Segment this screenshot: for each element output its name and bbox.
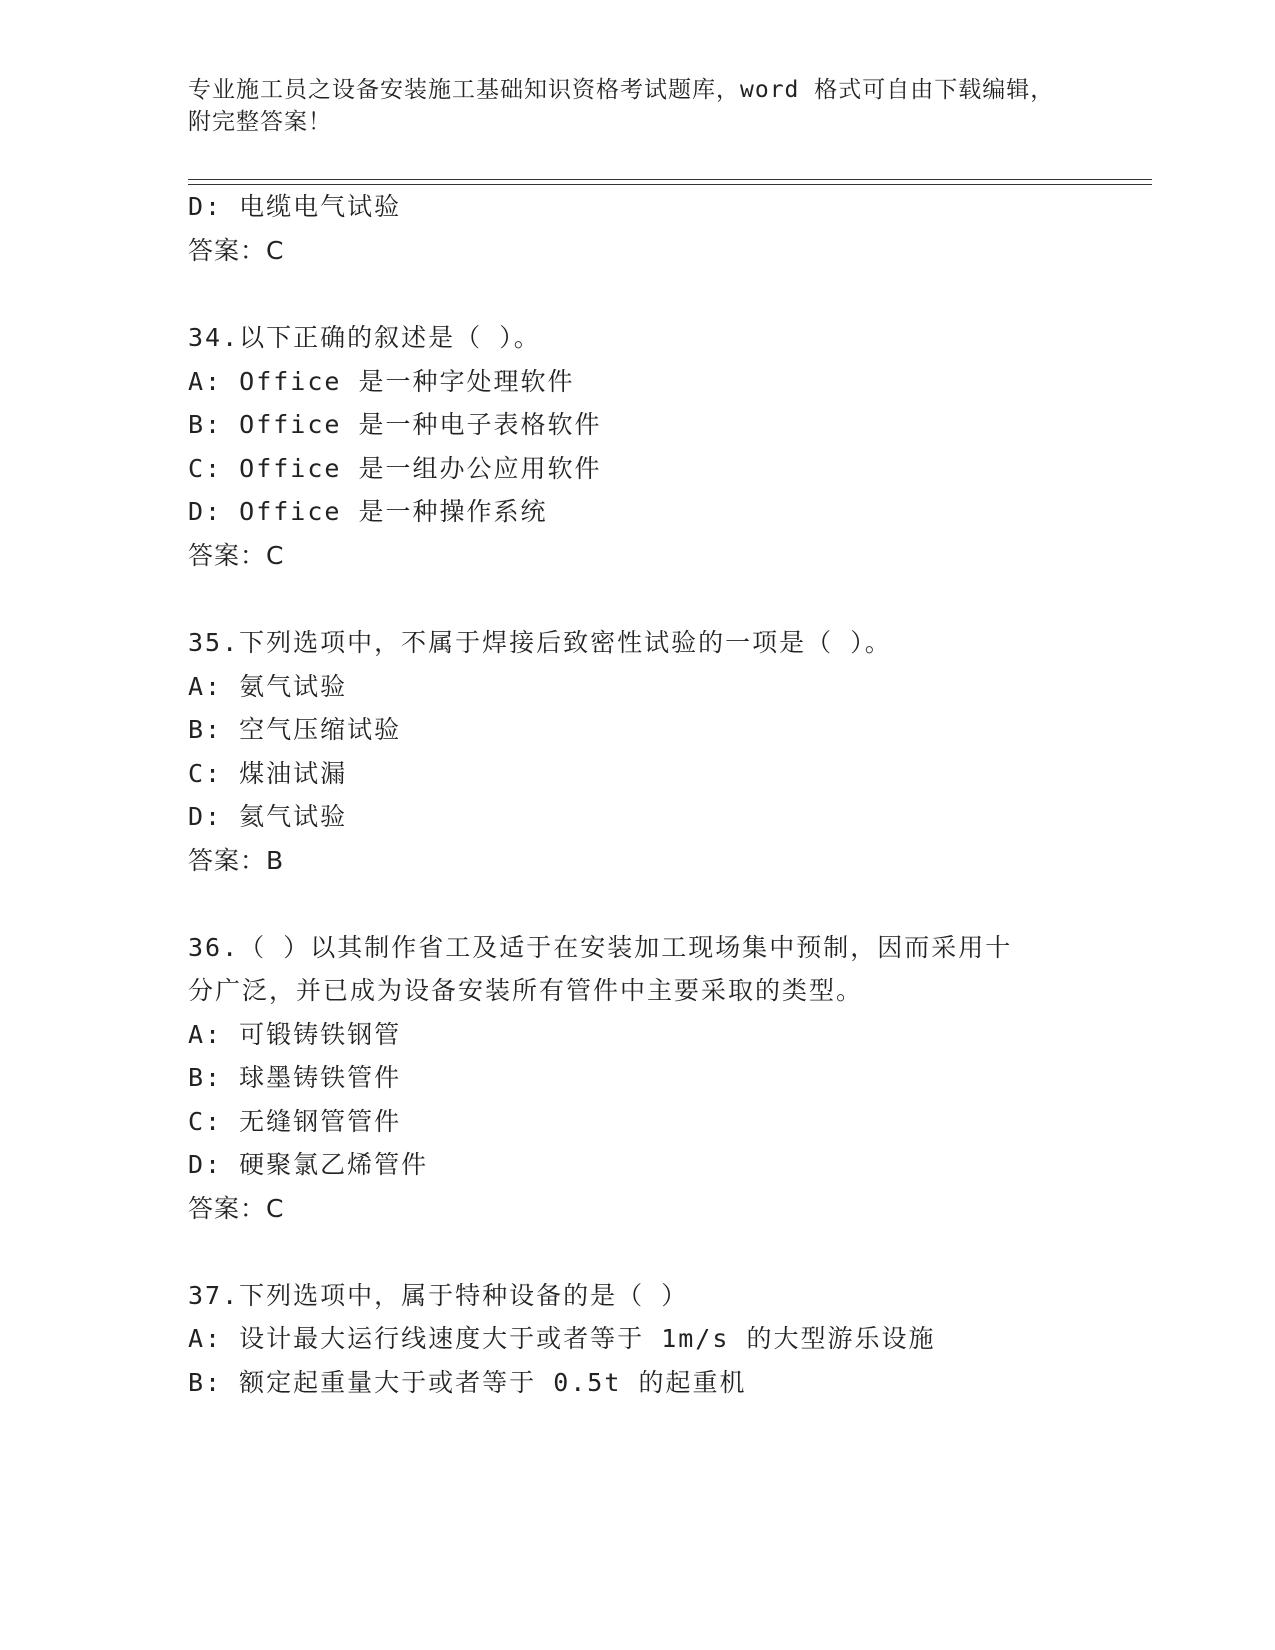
q35-option-b: B: 空气压缩试验 (188, 715, 402, 744)
q36-stem-line-2: 分广泛，并已成为设备安装所有管件中主要采取的类型。 (188, 976, 864, 1005)
q36-option-c: C: 无缝钢管管件 (188, 1107, 402, 1136)
q36-answer: 答案：C (188, 1194, 285, 1223)
q34-option-c: C: Office 是一组办公应用软件 (188, 454, 602, 483)
q37-stem: 37.下列选项中，属于特种设备的是（ ） (188, 1281, 689, 1310)
q35-stem: 35.下列选项中，不属于焊接后致密性试验的一项是（ ）。 (188, 628, 892, 657)
q35-answer: 答案：B (188, 846, 285, 875)
header-rule-top (188, 179, 1152, 180)
prev-option-d: D: 电缆电气试验 (188, 192, 402, 221)
q34-option-a: A: Office 是一种字处理软件 (188, 367, 575, 396)
q35-option-d: D: 氦气试验 (188, 802, 348, 831)
q34-option-b: B: Office 是一种电子表格软件 (188, 410, 602, 439)
q35-option-c: C: 煤油试漏 (188, 759, 348, 788)
q37-option-a: A: 设计最大运行线速度大于或者等于 1m/s 的大型游乐设施 (188, 1324, 936, 1353)
header-line-2: 附完整答案！ (188, 109, 332, 135)
q37-option-b: B: 额定起重量大于或者等于 0.5t 的起重机 (188, 1368, 747, 1397)
prev-answer: 答案：C (188, 236, 285, 265)
q34-option-d: D: Office 是一种操作系统 (188, 497, 548, 526)
q34-stem: 34.以下正确的叙述是（ ）。 (188, 323, 541, 352)
q36-option-a: A: 可锻铸铁钢管 (188, 1020, 402, 1049)
q36-stem-line-1: 36.（ ）以其制作省工及适于在安装加工现场集中预制，因而采用十 (188, 933, 1013, 962)
q36-option-d: D: 硬聚氯乙烯管件 (188, 1150, 429, 1179)
page-header (188, 74, 1088, 138)
q35-option-a: A: 氨气试验 (188, 672, 348, 701)
header-rule-bottom (188, 184, 1152, 185)
header-line-1: 专业施工员之设备安装施工基础知识资格考试题库，word 格式可自由下载编辑， (188, 77, 1055, 103)
q34-answer: 答案：C (188, 541, 285, 570)
q36-option-b: B: 球墨铸铁管件 (188, 1063, 402, 1092)
